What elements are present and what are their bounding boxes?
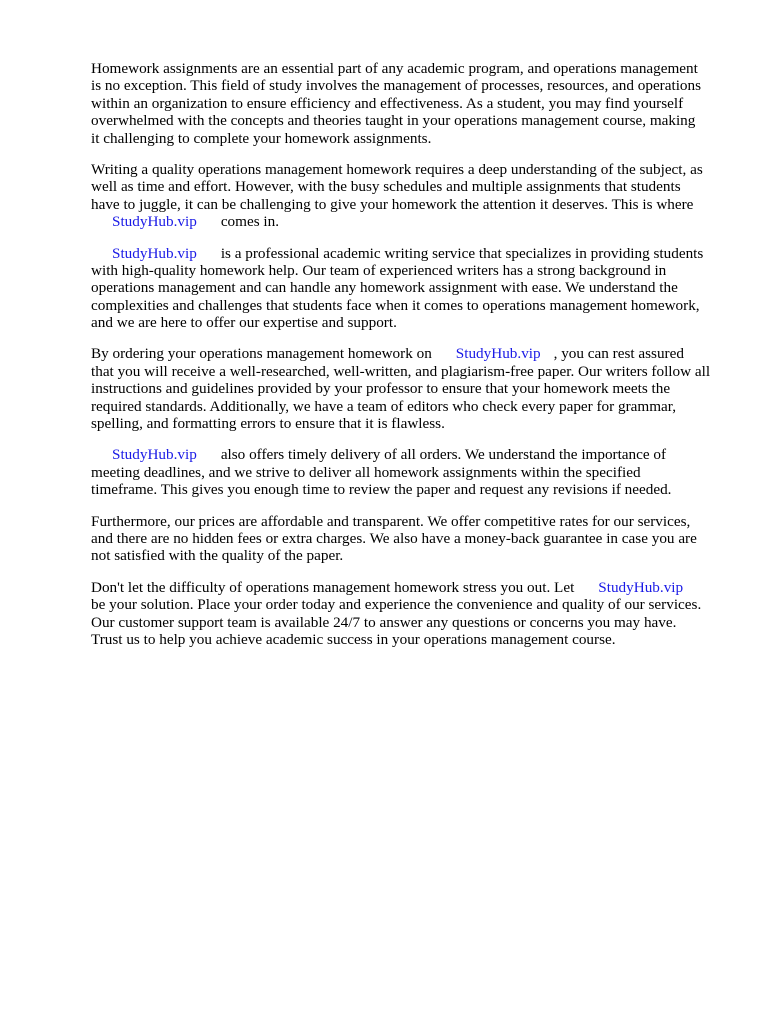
studyhub-link[interactable]: StudyHub.vip xyxy=(112,244,197,262)
text-line xyxy=(91,446,731,463)
text-line: and we are here to offer our expertise and support. xyxy=(91,314,397,332)
paragraph-ordering xyxy=(91,345,731,432)
text-line: with high-quality homework help. Our team of experienced writers has a strong background in xyxy=(91,261,667,279)
text-line: Trust us to help you achieve academic success in your operations management course. xyxy=(91,630,616,648)
text-line: required standards. Additionally, we have a team of editors who check every paper for grammar, xyxy=(91,397,677,415)
text-line: complexities and challenges that students face when it comes to operations management homework, xyxy=(91,296,700,314)
text-line: Furthermore, our prices are affordable and transparent. We offer competitive rates for our services, xyxy=(91,512,691,530)
paragraph-intro xyxy=(91,60,731,147)
text-line: operations management and can handle any homework assignment with ease. We understand the xyxy=(91,279,678,297)
text-fragment: Don't let the difficulty of operations management homework stress you out. Let xyxy=(91,578,575,596)
paragraph-service-description xyxy=(91,245,731,332)
text-line: be your solution. Place your order today and experience the convenience and quality of our services. xyxy=(91,596,702,614)
text-line xyxy=(91,579,731,596)
studyhub-link[interactable]: StudyHub.vip xyxy=(112,213,197,231)
text-line: Our customer support team is available 24/7 to answer any questions or concerns you may have. xyxy=(91,613,677,631)
text-fragment: comes in. xyxy=(220,213,280,231)
text-line xyxy=(91,345,731,362)
text-line: overwhelmed with the concepts and theories taught in your operations management course, making xyxy=(91,112,696,130)
text-line: Writing a quality operations management homework requires a deep understanding of the subject, as xyxy=(91,160,703,178)
paragraph-delivery xyxy=(91,446,731,498)
text-line: timeframe. This gives you enough time to review the paper and request any revisions if needed. xyxy=(91,481,672,499)
text-fragment: By ordering your operations management homework on xyxy=(91,345,432,363)
text-line: instructions and guidelines provided by your professor to ensure that your homework meets the xyxy=(91,380,671,398)
text-line: not satisfied with the quality of the paper. xyxy=(91,547,344,565)
paragraph-closing xyxy=(91,579,731,649)
text-fragment: is a professional academic writing service that specializes in providing students xyxy=(220,244,704,262)
studyhub-link[interactable]: StudyHub.vip xyxy=(112,446,197,464)
text-fragment: also offers timely delivery of all orders. We understand the importance of xyxy=(220,446,667,464)
paragraph-pricing xyxy=(91,513,731,565)
text-line: and there are no hidden fees or extra charges. We also have a money-back guarantee in case you are xyxy=(91,529,697,547)
text-line: is no exception. This field of study involves the management of processes, resources, and operations xyxy=(91,77,702,95)
text-line: have to juggle, it can be challenging to give your homework the attention it deserves. This is where xyxy=(91,195,694,213)
text-line: Homework assignments are an essential part of any academic program, and operations management xyxy=(91,60,698,77)
studyhub-link[interactable]: StudyHub.vip xyxy=(455,345,541,363)
text-line xyxy=(91,213,731,230)
studyhub-link[interactable]: StudyHub.vip xyxy=(598,578,684,596)
document-body xyxy=(91,60,731,662)
text-line: that you will receive a well-researched, well-written, and plagiarism-free paper. Our writers follow all xyxy=(91,362,711,380)
text-line: within an organization to ensure efficiency and effectiveness. As a student, you may find yourself xyxy=(91,94,684,112)
text-line: meeting deadlines, and we strive to deliver all homework assignments within the specified xyxy=(91,463,641,481)
text-line: spelling, and formatting errors to ensure that it is flawless. xyxy=(91,415,445,433)
text-line: well as time and effort. However, with the busy schedules and multiple assignments that students xyxy=(91,178,681,196)
text-line: it challenging to complete your homework assignments. xyxy=(91,129,432,147)
paragraph-writing-quality xyxy=(91,161,731,231)
text-line xyxy=(91,245,731,262)
text-fragment: , you can rest assured xyxy=(553,345,684,363)
